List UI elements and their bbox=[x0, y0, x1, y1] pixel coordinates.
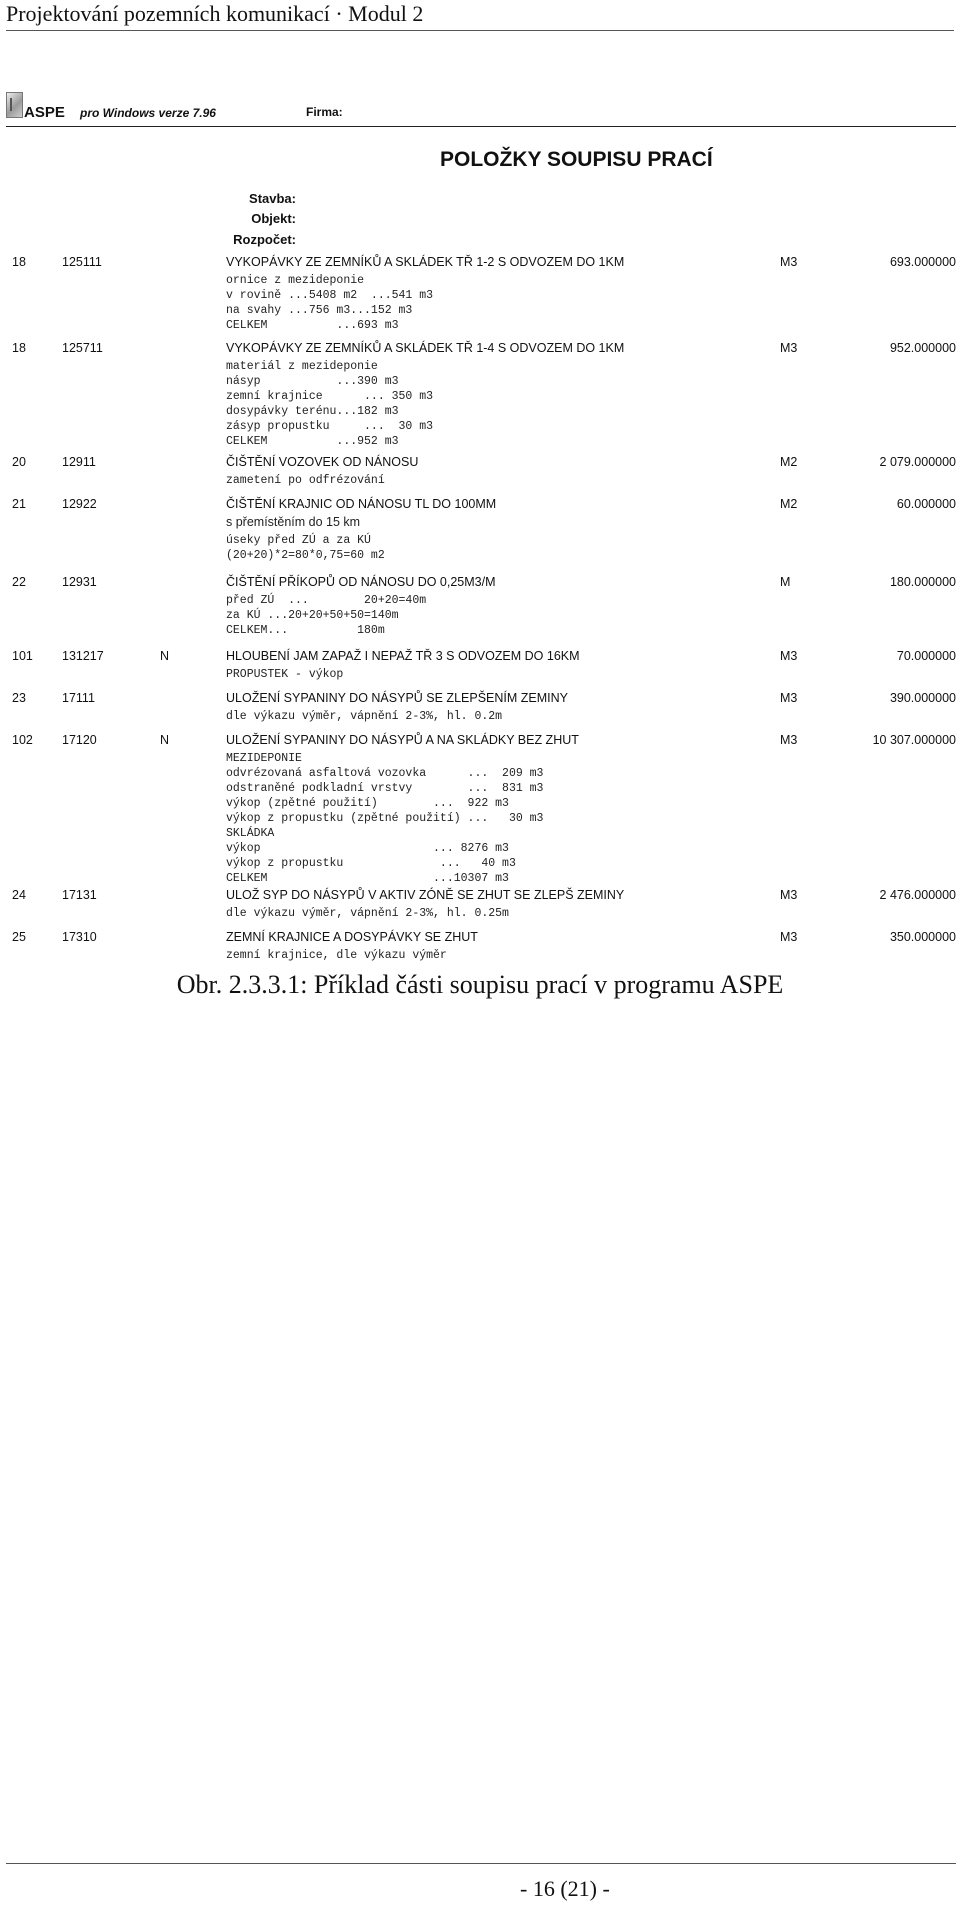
item-number: 24 bbox=[12, 888, 26, 902]
stavba-label: Stavba: bbox=[249, 191, 296, 206]
item-detail-line: CELKEM ...693 m3 bbox=[226, 319, 399, 332]
item-detail-line: za KÚ ...20+20+50+50=140m bbox=[226, 609, 399, 622]
item-detail-line: CELKEM ...952 m3 bbox=[226, 435, 399, 448]
item-detail-line: odvrézovaná asfaltová vozovka ... 209 m3 bbox=[226, 767, 544, 780]
item-detail-line: zametení po odfrézování bbox=[226, 474, 385, 487]
item-number: 18 bbox=[12, 255, 26, 269]
item-code: 17131 bbox=[62, 888, 97, 902]
item-detail-line: materiál z mezideponie bbox=[226, 360, 378, 373]
item-quantity: 2 476.000000 bbox=[879, 888, 956, 902]
figure-caption: Obr. 2.3.3.1: Příklad části soupisu prací v programu ASPE bbox=[176, 970, 784, 999]
item-detail-line: výkop (zpětné použití) ... 922 m3 bbox=[226, 797, 509, 810]
item-detail-line: CELKEM... 180m bbox=[226, 624, 385, 637]
item-number: 21 bbox=[12, 497, 26, 511]
rozpocet-label: Rozpočet: bbox=[233, 232, 296, 247]
item-row bbox=[0, 495, 960, 513]
item-detail-line: dle výkazu výměr, vápnění 2-3%, hl. 0.2m bbox=[226, 710, 503, 723]
item-detail-line: výkop z propustku ... 40 m3 bbox=[226, 857, 516, 870]
item-row bbox=[0, 253, 960, 271]
item-unit: M3 bbox=[780, 691, 798, 705]
item-flag: N bbox=[160, 649, 170, 663]
item-detail-line: zemní krajnice ... 350 m3 bbox=[226, 390, 434, 403]
item-detail-line: násyp ...390 m3 bbox=[226, 375, 399, 388]
item-description: ULOŽENÍ SYPANINY DO NÁSYPŮ SE ZLEPŠENÍM ZEMINY bbox=[226, 691, 568, 705]
item-code: 12931 bbox=[62, 575, 97, 589]
item-detail-line: v rovině ...5408 m2 ...541 m3 bbox=[226, 289, 434, 302]
item-row bbox=[0, 928, 960, 946]
item-detail-line: dle výkazu výměr, vápnění 2-3%, hl. 0.25m bbox=[226, 907, 509, 920]
item-unit: M3 bbox=[780, 930, 798, 944]
item-number: 18 bbox=[12, 341, 26, 355]
firm-label: Firma: bbox=[306, 105, 343, 119]
item-row bbox=[0, 339, 960, 357]
item-detail-line: PROPUSTEK - výkop bbox=[226, 668, 344, 681]
item-code: 17120 bbox=[62, 733, 97, 747]
item-number: 25 bbox=[12, 930, 26, 944]
item-row bbox=[0, 731, 960, 749]
item-unit: M3 bbox=[780, 255, 798, 269]
item-number: 102 bbox=[12, 733, 33, 747]
item-quantity: 350.000000 bbox=[889, 930, 956, 944]
aspe-app-name: ASPE bbox=[24, 104, 65, 121]
item-unit: M bbox=[780, 575, 791, 589]
item-code: 131217 bbox=[62, 649, 104, 663]
item-quantity: 390.000000 bbox=[889, 691, 956, 705]
item-row bbox=[0, 453, 960, 471]
item-code: 125711 bbox=[62, 341, 103, 355]
item-code: 12911 bbox=[62, 455, 96, 469]
item-description: ČIŠTĚNÍ KRAJNIC OD NÁNOSU TL DO 100MM bbox=[226, 497, 497, 511]
item-description: ULOŽ SYP DO NÁSYPŮ V AKTIV ZÓNĚ SE ZHUT SE ZLEPŠ ZEMINY bbox=[226, 888, 625, 902]
item-detail-line: odstraněné podkladní vrstvy ... 831 m3 bbox=[226, 782, 544, 795]
item-description: ČIŠTĚNÍ VOZOVEK OD NÁNOSU bbox=[226, 455, 419, 469]
item-subtitle: s přemístěním do 15 km bbox=[226, 515, 361, 529]
item-quantity: 60.000000 bbox=[896, 497, 956, 511]
item-detail-line: zemní krajnice, dle výkazu výměr bbox=[226, 949, 447, 962]
item-code: 17111 bbox=[62, 691, 95, 705]
item-row bbox=[0, 573, 960, 591]
item-detail-line: dosypávky terénu...182 m3 bbox=[226, 405, 399, 418]
item-description: HLOUBENÍ JAM ZAPAŽ I NEPAŽ TŘ 3 S ODVOZEM DO 16KM bbox=[226, 649, 580, 663]
item-quantity: 2 079.000000 bbox=[879, 455, 956, 469]
item-code: 125111 bbox=[62, 255, 102, 269]
item-number: 23 bbox=[12, 691, 26, 705]
item-quantity: 10 307.000000 bbox=[872, 733, 956, 747]
footer-rule bbox=[6, 1863, 956, 1864]
item-quantity: 952.000000 bbox=[889, 341, 956, 355]
item-description: VYKOPÁVKY ZE ZEMNÍKŮ A SKLÁDEK TŘ 1-4 S ODVOZEM DO 1KM bbox=[226, 341, 625, 355]
item-code: 17310 bbox=[62, 930, 97, 944]
item-unit: M3 bbox=[780, 341, 798, 355]
item-description: ULOŽENÍ SYPANINY DO NÁSYPŮ A NA SKLÁDKY BEZ ZHUT bbox=[226, 733, 579, 747]
item-row bbox=[0, 689, 960, 707]
item-row bbox=[0, 647, 960, 665]
item-unit: M3 bbox=[780, 888, 798, 902]
item-unit: M2 bbox=[780, 455, 798, 469]
item-quantity: 70.000000 bbox=[896, 649, 956, 663]
item-unit: M3 bbox=[780, 649, 798, 663]
aspe-version: pro Windows verze 7.96 bbox=[80, 106, 216, 120]
item-detail-line: před ZÚ ... 20+20=40m bbox=[226, 594, 427, 607]
item-unit: M3 bbox=[780, 733, 798, 747]
item-detail-line: MEZIDEPONIE bbox=[226, 752, 302, 765]
item-flag: N bbox=[160, 733, 170, 747]
item-number: 22 bbox=[12, 575, 26, 589]
item-description: ZEMNÍ KRAJNICE A DOSYPÁVKY SE ZHUT bbox=[226, 930, 478, 944]
item-detail-line: úseky před ZÚ a za KÚ bbox=[226, 534, 371, 547]
objekt-label: Objekt: bbox=[251, 211, 296, 226]
item-row bbox=[0, 886, 960, 904]
item-description: VYKOPÁVKY ZE ZEMNÍKŮ A SKLÁDEK TŘ 1-2 S ODVOZEM DO 1KM bbox=[226, 255, 625, 269]
item-quantity: 180.000000 bbox=[889, 575, 956, 589]
item-unit: M2 bbox=[780, 497, 798, 511]
item-number: 101 bbox=[12, 649, 33, 663]
item-quantity: 693.000000 bbox=[889, 255, 956, 269]
item-detail-line: výkop ... 8276 m3 bbox=[226, 842, 509, 855]
running-title: Projektování pozemních komunikací · Modul 2 bbox=[6, 1, 424, 26]
item-detail-line: zásyp propustku ... 30 m3 bbox=[226, 420, 434, 433]
item-detail-line: výkop z propustku (zpětné použití) ... 30 m3 bbox=[226, 812, 544, 825]
item-description: ČIŠTĚNÍ PŘÍKOPŮ OD NÁNOSU DO 0,25M3/M bbox=[226, 575, 496, 589]
item-detail-line: SKLÁDKA bbox=[226, 827, 275, 840]
item-number: 20 bbox=[12, 455, 26, 469]
item-detail-line: CELKEM ...10307 m3 bbox=[226, 872, 509, 885]
page-number: - 16 (21) - bbox=[520, 1876, 610, 1901]
document-title: POLOŽKY SOUPISU PRACÍ bbox=[440, 148, 713, 171]
item-code: 12922 bbox=[62, 497, 97, 511]
item-detail-line: ornice z mezideponie bbox=[226, 274, 365, 287]
item-detail-line: na svahy ...756 m3...152 m3 bbox=[226, 304, 413, 317]
item-detail-line: (20+20)*2=80*0,75=60 m2 bbox=[226, 549, 385, 562]
